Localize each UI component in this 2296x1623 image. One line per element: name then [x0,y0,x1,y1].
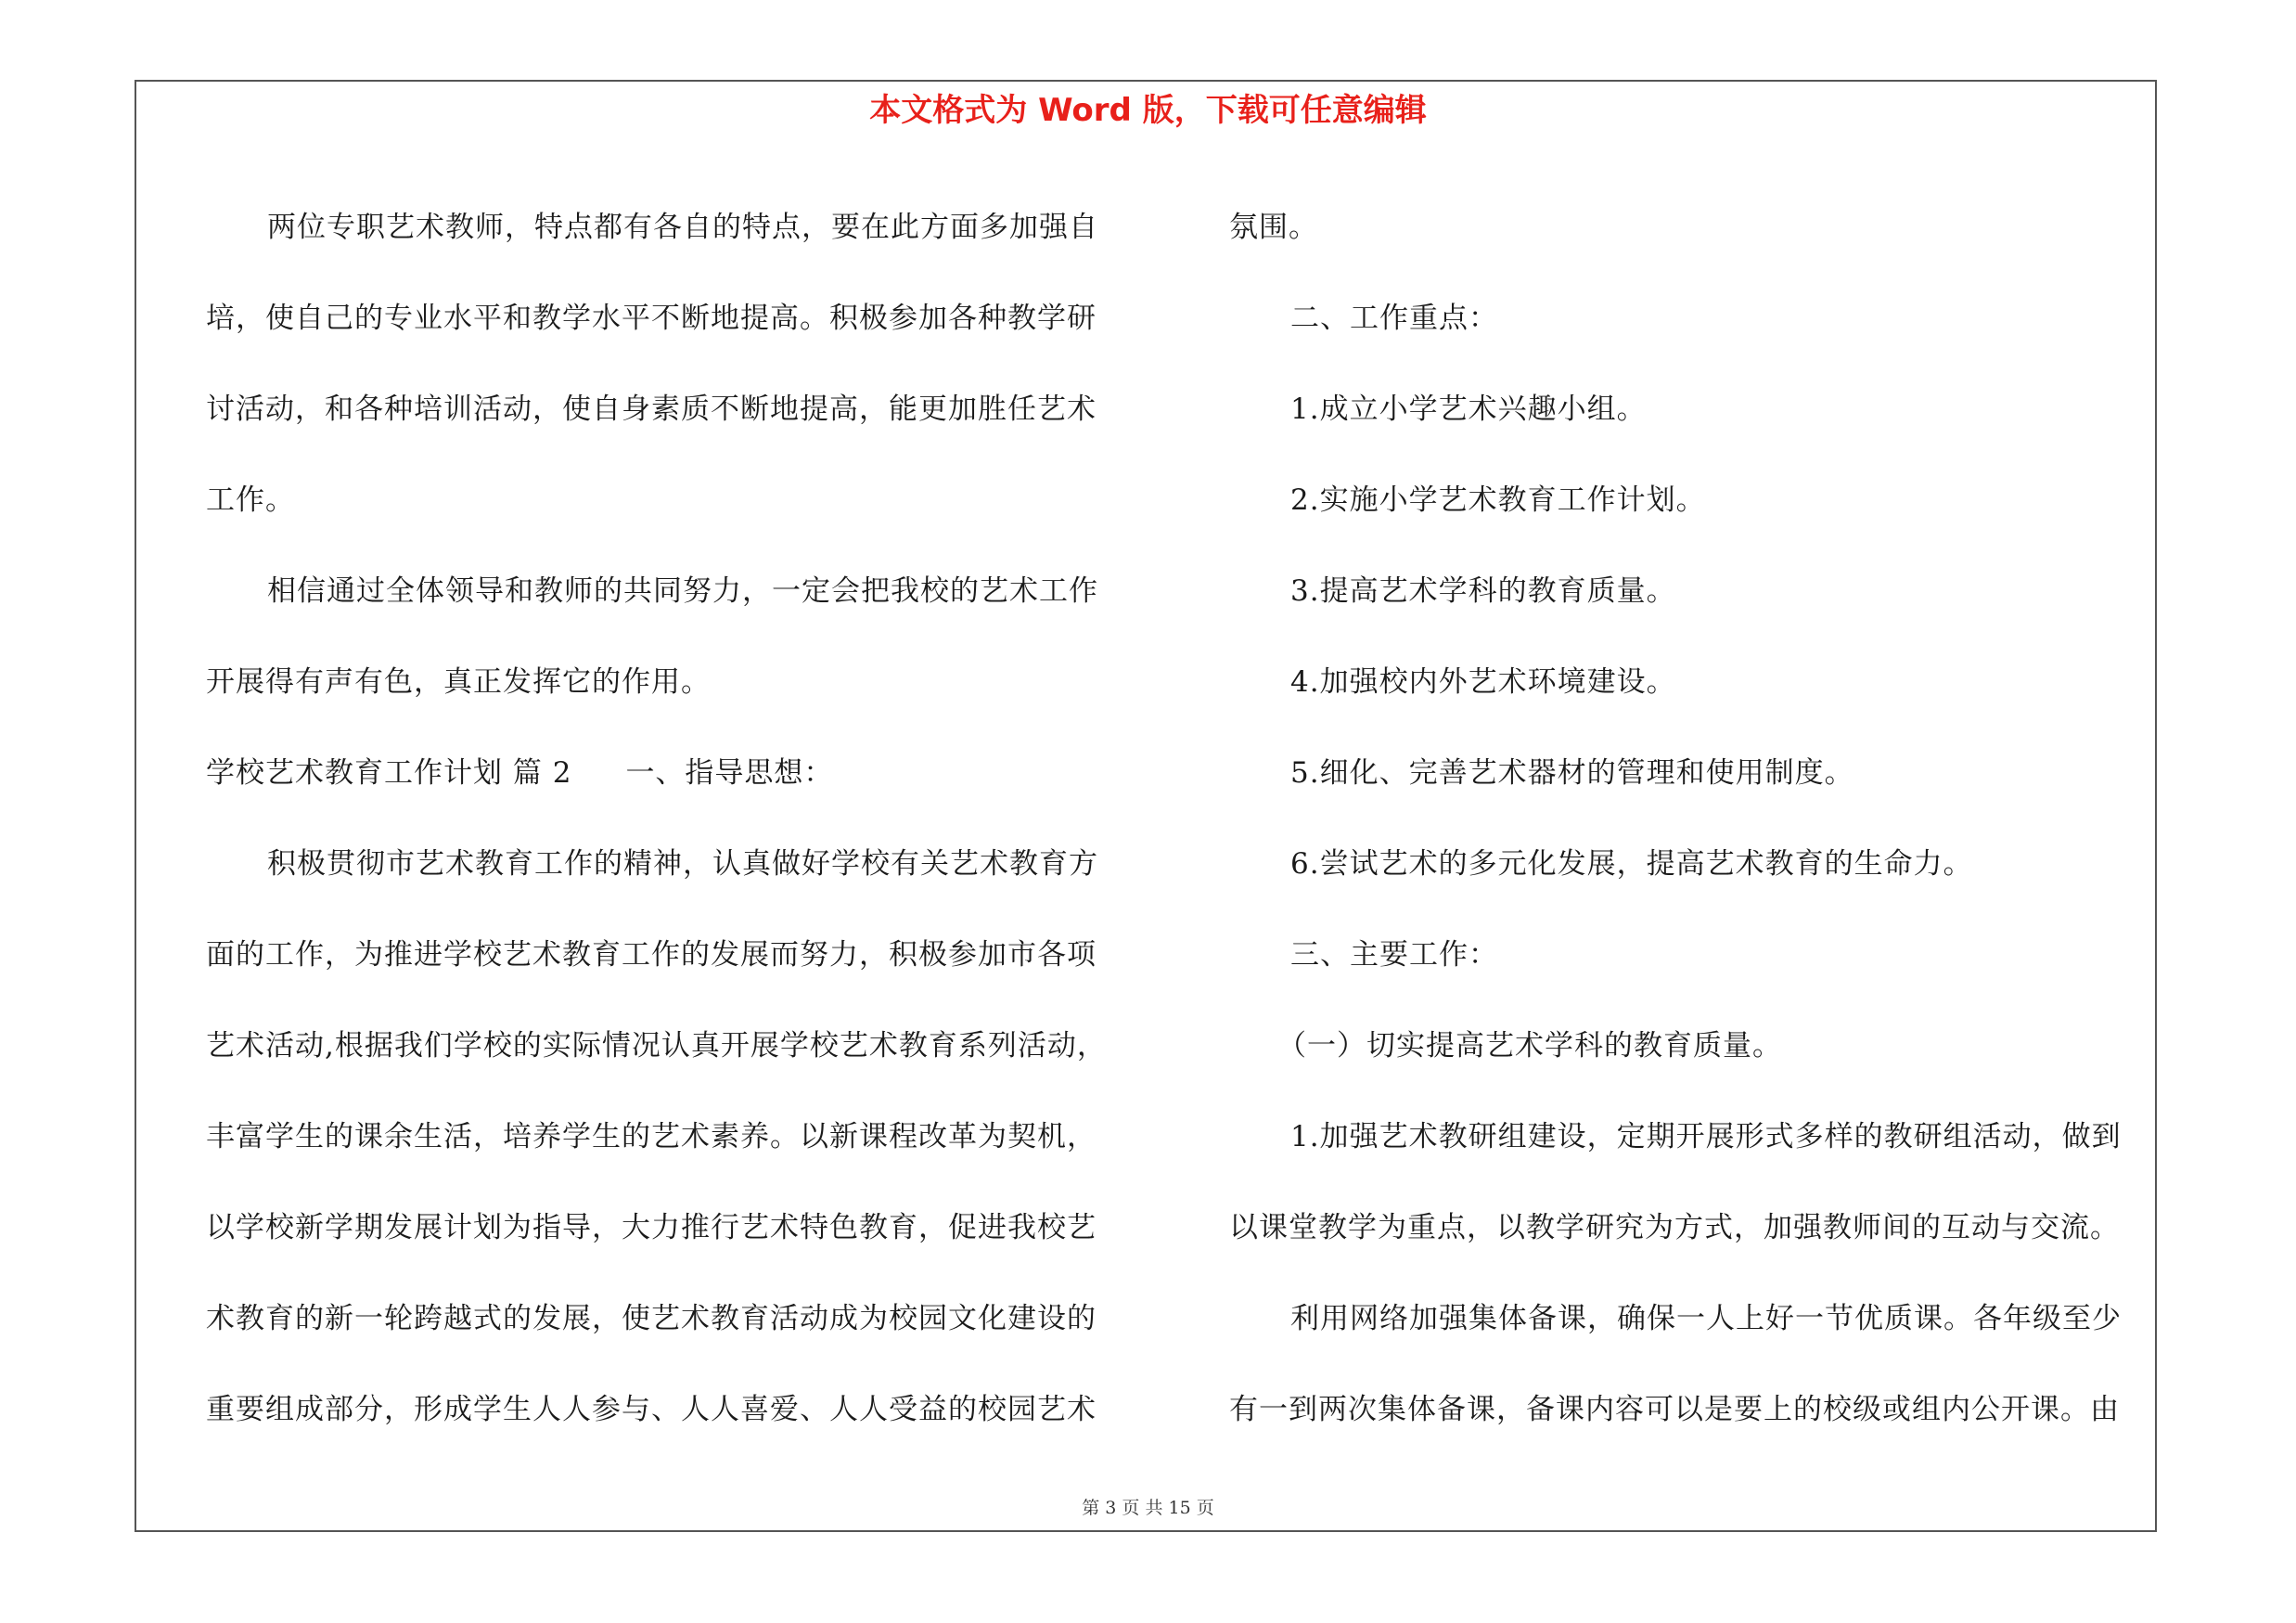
left-column [206,182,1134,1455]
paragraph-line: 1.加强艺术教研组建设，定期开展形式多样的教研组活动，做到 [1290,1120,2122,1153]
paragraph-line: 利用网络加强集体备课，确保一人上好一节优质课。各年级至少 [1290,1302,2122,1335]
paragraph-line: 有一到两次集体备课，备课内容可以是要上的校级或组内公开课。由 [1229,1393,2120,1426]
format-banner: 本文格式为 Word 版，下载可任意编辑 [869,92,1427,129]
section-heading: 二、工作重点： [1290,302,1498,335]
list-item: 1.成立小学艺术兴趣小组。 [1290,393,1647,426]
section-heading: 三、主要工作： [1290,938,1498,972]
list-item: 5.细化、完善艺术器材的管理和使用制度。 [1290,756,1854,790]
paragraph-line: 艺术活动,根据我们学校的实际情况认真开展学校艺术教育系列活动， [206,1029,1107,1063]
page-number: 第 3 页 共 15 页 [1082,1498,1214,1518]
paragraph-line: 相信通过全体领导和教师的共同努力，一定会把我校的艺术工作 [267,574,1098,608]
sub-heading: （一）切实提高艺术学科的教育质量。 [1277,1029,1782,1063]
paragraph-line: 丰富学生的课余生活，培养学生的艺术素养。以新课程改革为契机， [206,1120,1097,1153]
section-heading: 一、指导思想： [625,756,834,790]
paragraph-line: 开展得有声有色，真正发挥它的作用。 [206,665,711,699]
paragraph-line: 面的工作，为推进学校艺术教育工作的发展而努力，积极参加市各项 [206,938,1097,972]
paragraph-line: 氛围。 [1229,211,1318,244]
section-title-line [206,728,1134,818]
paragraph-line: 术教育的新一轮跨越式的发展，使艺术教育活动成为校园文化建设的 [206,1302,1097,1335]
paragraph-line: 工作。 [206,483,295,517]
list-item: 6.尝试艺术的多元化发展，提高艺术教育的生命力。 [1290,847,1973,881]
list-item: 4.加强校内外艺术环境建设。 [1290,665,1676,699]
paragraph-line: 积极贯彻市艺术教育工作的精神，认真做好学校有关艺术教育方 [267,847,1098,881]
paragraph-line: 两位专职艺术教师，特点都有各自的特点，要在此方面多加强自 [267,211,1098,244]
right-column [1229,182,2157,1455]
paragraph-line: 重要组成部分，形成学生人人参与、人人喜爱、人人受益的校园艺术 [206,1393,1097,1426]
paragraph-line: 以学校新学期发展计划为指导，大力推行艺术特色教育，促进我校艺 [206,1211,1097,1244]
list-item: 2.实施小学艺术教育工作计划。 [1290,483,1706,517]
paragraph-line: 以课堂教学为重点，以教学研究为方式，加强教师间的互动与交流。 [1229,1211,2120,1244]
section-title: 学校艺术教育工作计划 篇 2 [206,756,572,790]
list-item: 3.提高艺术学科的教育质量。 [1290,574,1676,608]
paragraph-line: 培，使自己的专业水平和教学水平不断地提高。积极参加各种教学研 [206,302,1097,335]
paragraph-line: 讨活动，和各种培训活动，使自身素质不断地提高，能更加胜任艺术 [206,393,1097,426]
